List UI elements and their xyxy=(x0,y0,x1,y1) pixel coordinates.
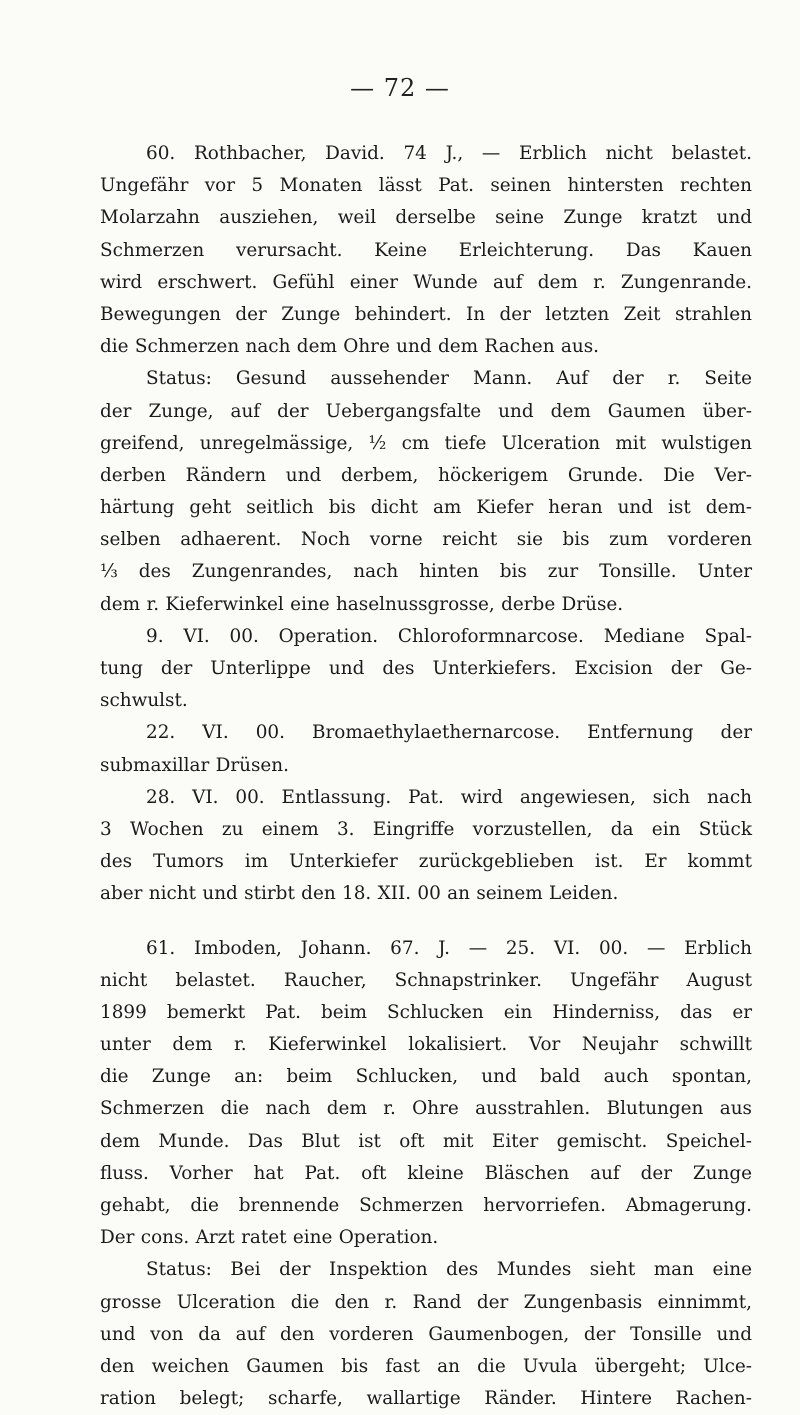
body-text xyxy=(100,138,752,1415)
paragraph-case-60-history xyxy=(100,138,752,363)
text-line: 61. Imboden, Johann. 67. J. — 25. VI. 00. — Erblich xyxy=(146,937,752,959)
text-line: aber nicht und stirbt den 18. XII. 00 an seinem Leiden. xyxy=(100,883,619,905)
text-line: nicht belastet. Raucher, Schnapstrinker. Ungefähr August xyxy=(100,969,752,991)
text-line: Molarzahn ausziehen, weil derselbe seine Zunge kratzt und xyxy=(100,207,752,229)
text-line: Status: Gesund aussehender Mann. Auf der r. Seite xyxy=(146,368,752,390)
text-line: ration belegt; scharfe, wallartige Ränder. Hintere Rachen- xyxy=(100,1388,752,1410)
paragraph-case-61-status xyxy=(100,1254,752,1415)
text-line: wird erschwert. Gefühl einer Wunde auf dem r. Zungenrande. xyxy=(100,271,752,293)
text-line: dem Munde. Das Blut ist oft mit Eiter gemischt. Speichel- xyxy=(100,1130,752,1152)
text-line: den weichen Gaumen bis fast an die Uvula übergeht; Ulce- xyxy=(100,1355,752,1377)
text-line: 1899 bemerkt Pat. beim Schlucken ein Hinderniss, das er xyxy=(100,1001,752,1023)
text-line: gehabt, die brennende Schmerzen hervorriefen. Abmagerung. xyxy=(100,1195,752,1216)
paragraph-case-60-second-operation xyxy=(100,717,752,781)
text-line: Schmerzen die nach dem r. Ohre ausstrahlen. Blutungen aus xyxy=(100,1098,752,1120)
text-line: Status: Bei der Inspektion des Mundes sieht man eine xyxy=(146,1259,752,1281)
text-line: Schmerzen verursacht. Keine Erleichterung. Das Kauen xyxy=(100,239,752,261)
text-line: fluss. Vorher hat Pat. oft kleine Bläschen auf der Zunge xyxy=(100,1162,752,1184)
text-line: derben Rändern und derbem, höckerigem Grunde. Die Ver- xyxy=(100,464,752,486)
text-line: der Zunge, auf der Uebergangsfalte und dem Gaumen über- xyxy=(100,400,752,422)
page-number: — 72 — xyxy=(350,74,450,102)
text-line: schwulst. xyxy=(100,690,188,712)
text-line: selben adhaerent. Noch vorne reicht sie bis zum vorderen xyxy=(100,529,752,551)
paragraph-case-60-operation xyxy=(100,621,752,718)
text-line: und von da auf den vorderen Gaumenbogen, der Tonsille und xyxy=(100,1323,752,1345)
text-line: 9. VI. 00. Operation. Chloroformnarcose. Mediane Spal- xyxy=(146,625,752,647)
paragraph-case-61-history xyxy=(100,933,752,1255)
text-line: dem r. Kieferwinkel eine haselnussgrosse, derbe Drüse. xyxy=(100,593,624,615)
text-line: Bewegungen der Zunge behindert. In der letzten Zeit strahlen xyxy=(100,303,752,325)
text-line: härtung geht seitlich bis dicht am Kiefer heran und ist dem- xyxy=(100,497,752,519)
text-line: greifend, unregelmässige, ½ cm tiefe Ulceration mit wulstigen xyxy=(100,432,752,454)
text-line: des Tumors im Unterkiefer zurückgeblieben ist. Er kommt xyxy=(100,851,752,873)
text-line: grosse Ulceration die den r. Rand der Zungenbasis einnimmt, xyxy=(100,1291,752,1313)
text-line: tung der Unterlippe und des Unterkiefers. Excision der Ge- xyxy=(100,658,752,679)
text-line: die Schmerzen nach dem Ohre und dem Rachen aus. xyxy=(100,336,599,358)
text-line: ⅓ des Zungenrandes, nach hinten bis zur Tonsille. Unter xyxy=(100,561,752,583)
text-line: unter dem r. Kieferwinkel lokalisiert. Vor Neujahr schwillt xyxy=(100,1034,752,1056)
text-line: 28. VI. 00. Entlassung. Pat. wird angewiesen, sich nach xyxy=(146,786,752,808)
text-line: 22. VI. 00. Bromaethylaethernarcose. Entfernung der xyxy=(146,722,752,744)
text-line: 3 Wochen zu einem 3. Eingriffe vorzustellen, da ein Stück xyxy=(100,818,752,840)
paragraph-case-60-status xyxy=(100,363,752,621)
paragraph-case-60-discharge xyxy=(100,782,752,911)
text-line: die Zunge an: beim Schlucken, und bald auch spontan, xyxy=(100,1066,752,1088)
case-separator xyxy=(100,911,752,933)
text-line: Ungefähr vor 5 Monaten lässt Pat. seinen hintersten rechten xyxy=(100,175,752,197)
text-line: 60. Rothbacher, David. 74 J., — Erblich nicht belastet. xyxy=(146,143,752,164)
text-line: submaxillar Drüsen. xyxy=(100,754,289,776)
text-line: Der cons. Arzt ratet eine Operation. xyxy=(100,1227,439,1249)
